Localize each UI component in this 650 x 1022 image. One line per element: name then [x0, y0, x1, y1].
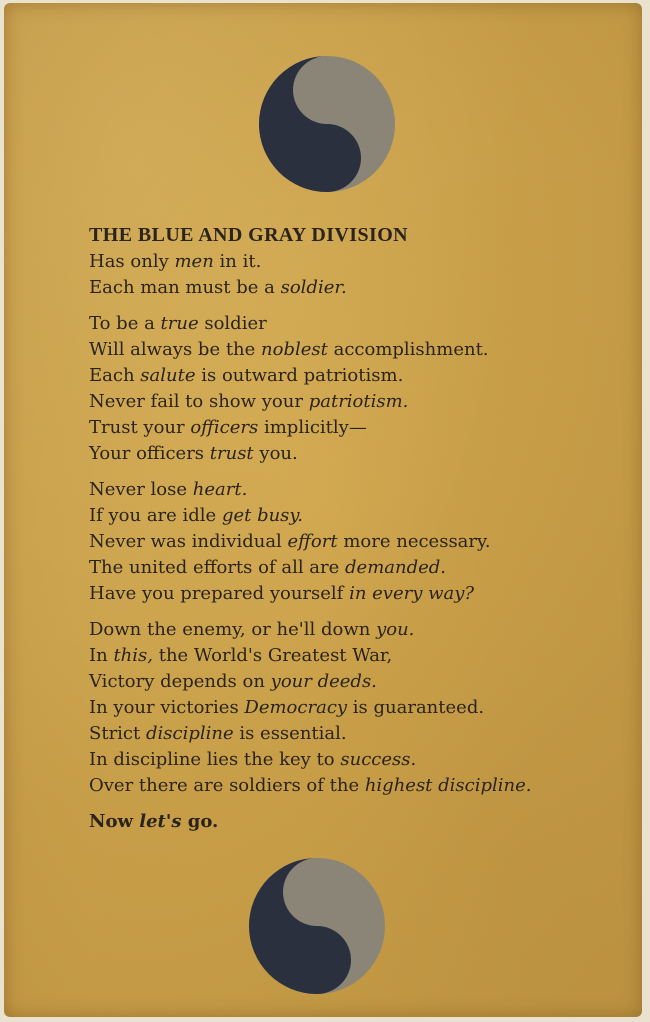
emphasis: salute: [140, 365, 196, 386]
poem-line: Victory depends on your deeds.: [89, 671, 377, 692]
emphasis: you.: [376, 619, 415, 640]
poem-line: Never fail to show your patriotism.: [89, 391, 409, 412]
emphasis: men: [174, 251, 214, 272]
poem-line: In this, the World's Greatest War,: [89, 645, 393, 666]
closing-line: Now let's go.: [89, 811, 219, 832]
poem-line: Trust your officers implicitly—: [89, 417, 367, 438]
poem-line: Each salute is outward patriotism.: [89, 365, 404, 386]
poem-line: Down the enemy, or he'll down you.: [89, 619, 415, 640]
emphasis: get busy.: [221, 505, 303, 526]
emphasis: noblest: [261, 339, 328, 360]
emphasis: soldier.: [280, 277, 347, 298]
stanzas: [89, 249, 629, 799]
stanza: [89, 249, 629, 301]
emphasis: Democracy: [244, 697, 348, 718]
emphasis: let's: [139, 811, 182, 832]
stanza: [89, 477, 629, 607]
emphasis: this,: [113, 645, 153, 666]
emphasis: your deeds.: [270, 671, 377, 692]
postcard: [4, 3, 642, 1017]
stanza: [89, 311, 629, 467]
poem-line: Never lose heart.: [89, 479, 248, 500]
emphasis: officers: [190, 417, 259, 438]
poem-line: Never was individual effort more necessary.: [89, 531, 491, 552]
emphasis: heart.: [192, 479, 248, 500]
emphasis: effort: [287, 531, 338, 552]
poem-line: In discipline lies the key to success.: [89, 749, 417, 770]
emphasis: highest discipline.: [364, 775, 532, 796]
poem: [89, 221, 629, 835]
poem-line: Strict discipline is essential.: [89, 723, 347, 744]
emphasis: discipline: [145, 723, 234, 744]
poem-line: To be a true soldier: [89, 313, 267, 334]
stanza: [89, 617, 629, 799]
poem-line: In your victories Democracy is guaranteed.: [89, 697, 485, 718]
poem-line: The united efforts of all are demanded.: [89, 557, 447, 578]
poem-line: If you are idle get busy.: [89, 505, 303, 526]
emphasis: patriotism.: [308, 391, 409, 412]
poem-line: Each man must be a soldier.: [89, 277, 347, 298]
poem-line: Have you prepared yourself in every way?: [89, 583, 475, 604]
emphasis: trust: [209, 443, 254, 464]
emphasis: success.: [340, 749, 417, 770]
poem-line: Has only men in it.: [89, 251, 262, 272]
division-insignia-icon: [244, 853, 390, 999]
emphasis: demanded.: [345, 557, 447, 578]
poem-line: Over there are soldiers of the highest discipline.: [89, 775, 532, 796]
division-insignia-icon: [254, 51, 400, 197]
poem-line: Will always be the noblest accomplishment.: [89, 339, 489, 360]
page-title: THE BLUE AND GRAY DIVISION: [89, 224, 408, 246]
emphasis: in every way?: [349, 583, 475, 604]
emphasis: true: [160, 313, 199, 334]
poem-line: Your officers trust you.: [89, 443, 298, 464]
